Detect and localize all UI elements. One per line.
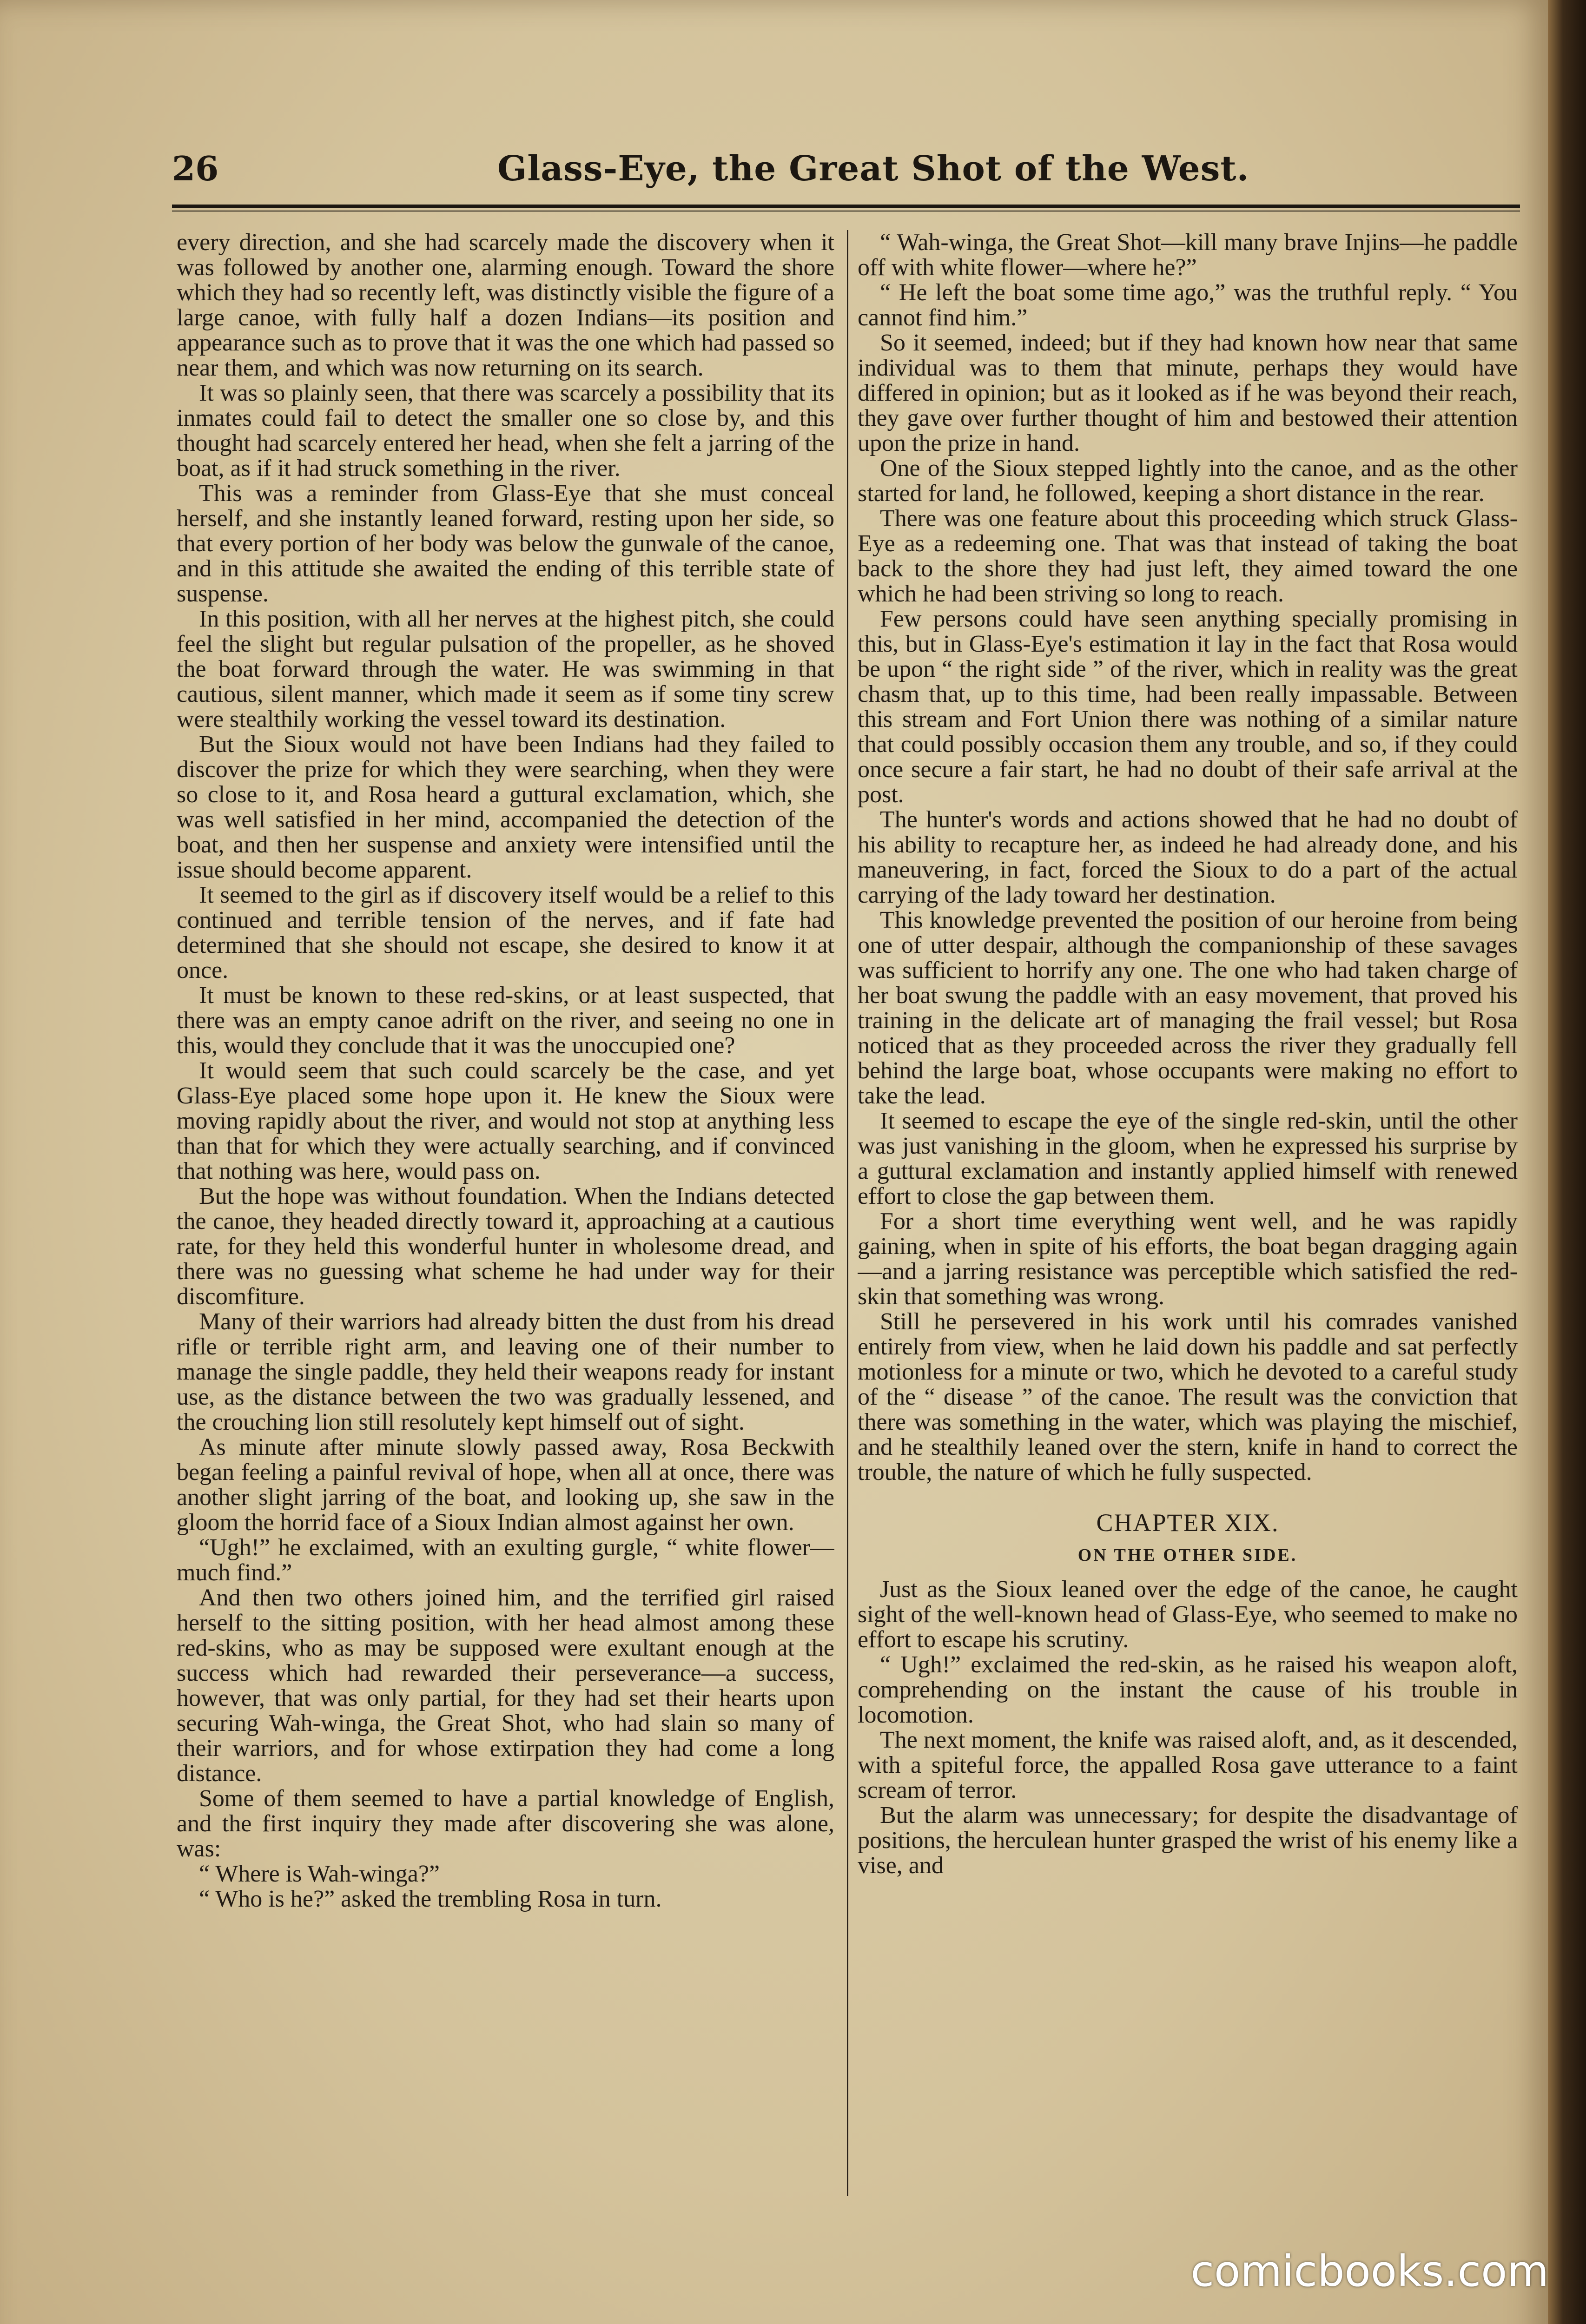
paragraph: But the Sioux would not have been Indians had they failed to discover the prize for which they were searching, when they were so close to it, and Rosa heard a guttural exclamation, which, she was well satisfied in her mind, accompanied the detection of the boat, and then her suspense and anxiety were intensified until the issue should become apparent. xyxy=(177,731,834,883)
chapter-heading: CHAPTER XIX. xyxy=(1096,1509,1279,1537)
header-rule xyxy=(172,205,1520,211)
paragraph: The next moment, the knife was raised aloft, and, as it descended, with a spiteful force, the appalled Rosa gave utterance to a faint scream of terror. xyxy=(858,1727,1518,1803)
paragraph: One of the Sioux stepped lightly into the canoe, and as the other started for land, he followed, keeping a short distance in the rear. xyxy=(858,455,1518,507)
paragraph: “Ugh!” he exclaimed, with an exulting gurgle, “ white flower—much find.” xyxy=(177,1534,834,1586)
paragraph: It was so plainly seen, that there was scarcely a possibility that its inmates could fail to detect the smaller one so close by, and this thought had scarcely entered her head, when she felt a jarring of the boat, as if it had struck something in the river. xyxy=(177,380,834,482)
paragraph: This knowledge prevented the position of our heroine from being one of utter despair, although the companionship of these savages was sufficient to horrify any one. The one who had taken charge of her boat swung the paddle with an easy movement, that proved his training in the delicate art of managing the frail vessel; but Rosa noticed that as they proceeded across the river they gradually fell behind the large boat, whose occupants were making no effort to take the lead. xyxy=(858,907,1518,1109)
paragraph: Few persons could have seen anything specially promising in this, but in Glass-Eye's estimation it lay in the fact that Rosa would be upon “ the right side ” of the river, which in reality was the great chasm that, up to this time, had been really impassable. Between this stream and Fort Union there was nothing of a similar nature that could possibly occasion them any trouble, and so, if they could once secure a fair start, he had no doubt of their safe arrival at the post. xyxy=(858,606,1518,808)
right-column xyxy=(858,230,1518,2196)
paragraph: As minute after minute slowly passed away, Rosa Beckwith began feeling a painful revival of hope, when all at once, there was another slight jarring of the boat, and looking up, she saw in the gloom the horrid face of a Sioux Indian almost against her own. xyxy=(177,1434,834,1536)
paragraph: The hunter's words and actions showed that he had no doubt of his ability to recapture her, as indeed he had already done, and his maneuvering, in fact, forced the Sioux to do a part of the actual carrying of the lady toward her destination. xyxy=(858,806,1518,908)
column-rule xyxy=(847,230,848,2196)
paragraph: In this position, with all her nerves at the highest pitch, she could feel the slight but regular pulsation of the propeller, as he shoved the boat forward through the water. He was swimming in that cautious, silent manner, which made it seem as if some tiny screw were stealthily working the vessel toward its destination. xyxy=(177,606,834,733)
paragraph: “ Wah-winga, the Great Shot—kill many brave Injins—he paddle off with white flower—where he?” xyxy=(858,230,1518,281)
paragraph: “ Where is Wah-winga?” xyxy=(199,1861,440,1887)
paragraph: So it seemed, indeed; but if they had known how near that same individual was to them that minute, perhaps they would have differed in opinion; but as it looked as if he was beyond their reach, they gave over further thought of him and bestowed their attention upon the prize in hand. xyxy=(858,330,1518,456)
paragraph: But the hope was without foundation. When the Indians detected the canoe, they headed directly toward it, approaching at a cautious rate, for they held this wonderful hunter in wholesome dread, and there was no guessing what scheme he had under way for their discomfiture. xyxy=(177,1183,834,1310)
paragraph: It seemed to escape the eye of the single red-skin, until the other was just vanishing in the gloom, when he expressed his surprise by a guttural exclamation and instantly applied himself with renewed effort to close the gap between them. xyxy=(858,1108,1518,1209)
left-column xyxy=(177,230,834,2196)
paragraph: “ He left the boat some time ago,” was the truthful reply. “ You cannot find him.” xyxy=(858,279,1518,331)
paragraph: “ Ugh!” exclaimed the red-skin, as he raised his weapon aloft, comprehending on the instant the cause of his trouble in locomotion. xyxy=(858,1651,1518,1728)
paragraph: Some of them seemed to have a partial knowledge of English, and the first inquiry they made after discovering she was alone, was: xyxy=(177,1785,834,1862)
paragraph: It seemed to the girl as if discovery itself would be a relief to this continued and terrible tension of the nerves, and if fate had determined that she should not escape, she desired to know it at once. xyxy=(177,882,834,984)
page-number: 26 xyxy=(172,149,219,188)
site-watermark: comicbooks.com xyxy=(1190,2246,1549,2296)
page-title: Glass-Eye, the Great Shot of the West. xyxy=(497,149,1249,189)
paragraph: And then two others joined him, and the terrified girl raised herself to the sitting position, with her head almost among these red-skins, who as may be supposed were exultant enough at the success which had rewarded their perseverance—a success, however, that was only partial, for they had set their hearts upon securing Wah-winga, the Great Shot, who had slain so many of their warriors, and for whose extirpation they had come a long distance. xyxy=(177,1585,834,1787)
paragraph: It must be known to these red-skins, or at least suspected, that there was an empty canoe adrift on the river, and seeing no one in this, would they conclude that it was the unoccupied one? xyxy=(177,982,834,1059)
paragraph: every direction, and she had scarcely made the discovery when it was followed by another one, alarming enough. Toward the shore which they had so recently left, was distinctly visible the figure of a large canoe, with fully half a dozen Indians—its position and appearance such as to prove that it was the one which had passed so near them, and which was now returning on its search. xyxy=(177,230,834,381)
book-spine xyxy=(1548,0,1586,2324)
paragraph: Many of their warriors had already bitten the dust from his dread rifle or terrible right arm, and leaving one of their number to manage the single paddle, they held their weapons ready for instant use, as the distance between the two was gradually lessened, and the crouching lion still resolutely kept himself out of sight. xyxy=(177,1308,834,1435)
paragraph: For a short time everything went well, and he was rapidly gaining, when in spite of his efforts, the boat began dragging again—and a jarring resistance was perceptible which satisfied the red-skin that something was wrong. xyxy=(858,1208,1518,1310)
paragraph: Just as the Sioux leaned over the edge of the canoe, he caught sight of the well-known head of Glass-Eye, who seemed to make no effort to escape his scrutiny. xyxy=(858,1576,1518,1653)
paragraph: Still he persevered in his work until his comrades vanished entirely from view, when he laid down his paddle and sat perfectly motionless for a minute or two, which he devoted to a careful study of the “ disease ” of the canoe. The result was the conviction that there was something in the water, which was playing the mischief, and he stealthily leaned over the stern, knife in hand to correct the trouble, the nature of which he fully suspected. xyxy=(858,1308,1518,1486)
paragraph: “ Who is he?” asked the trembling Rosa in turn. xyxy=(199,1886,662,1912)
paragraph: There was one feature about this proceeding which struck Glass-Eye as a redeeming one. That was that instead of taking the boat back to the shore they had just left, they aimed toward the one which he had been striving so long to reach. xyxy=(858,505,1518,607)
running-head xyxy=(172,149,1525,200)
paragraph: This was a reminder from Glass-Eye that she must conceal herself, and she instantly leaned forward, resting upon her side, so that every portion of her body was below the gunwale of the canoe, and in this attitude she awaited the ending of this terrible state of suspense. xyxy=(177,480,834,607)
paragraph: It would seem that such could scarcely be the case, and yet Glass-Eye placed some hope upon it. He knew the Sioux were moving rapidly about the river, and would not stop at anything less than that for which they were actually searching, and if convinced that nothing was here, would pass on. xyxy=(177,1057,834,1184)
chapter-subtitle: ON THE OTHER SIDE. xyxy=(1077,1545,1298,1565)
paragraph: But the alarm was unnecessary; for despite the disadvantage of positions, the herculean hunter grasped the wrist of his enemy like a vise, and xyxy=(858,1802,1518,1879)
